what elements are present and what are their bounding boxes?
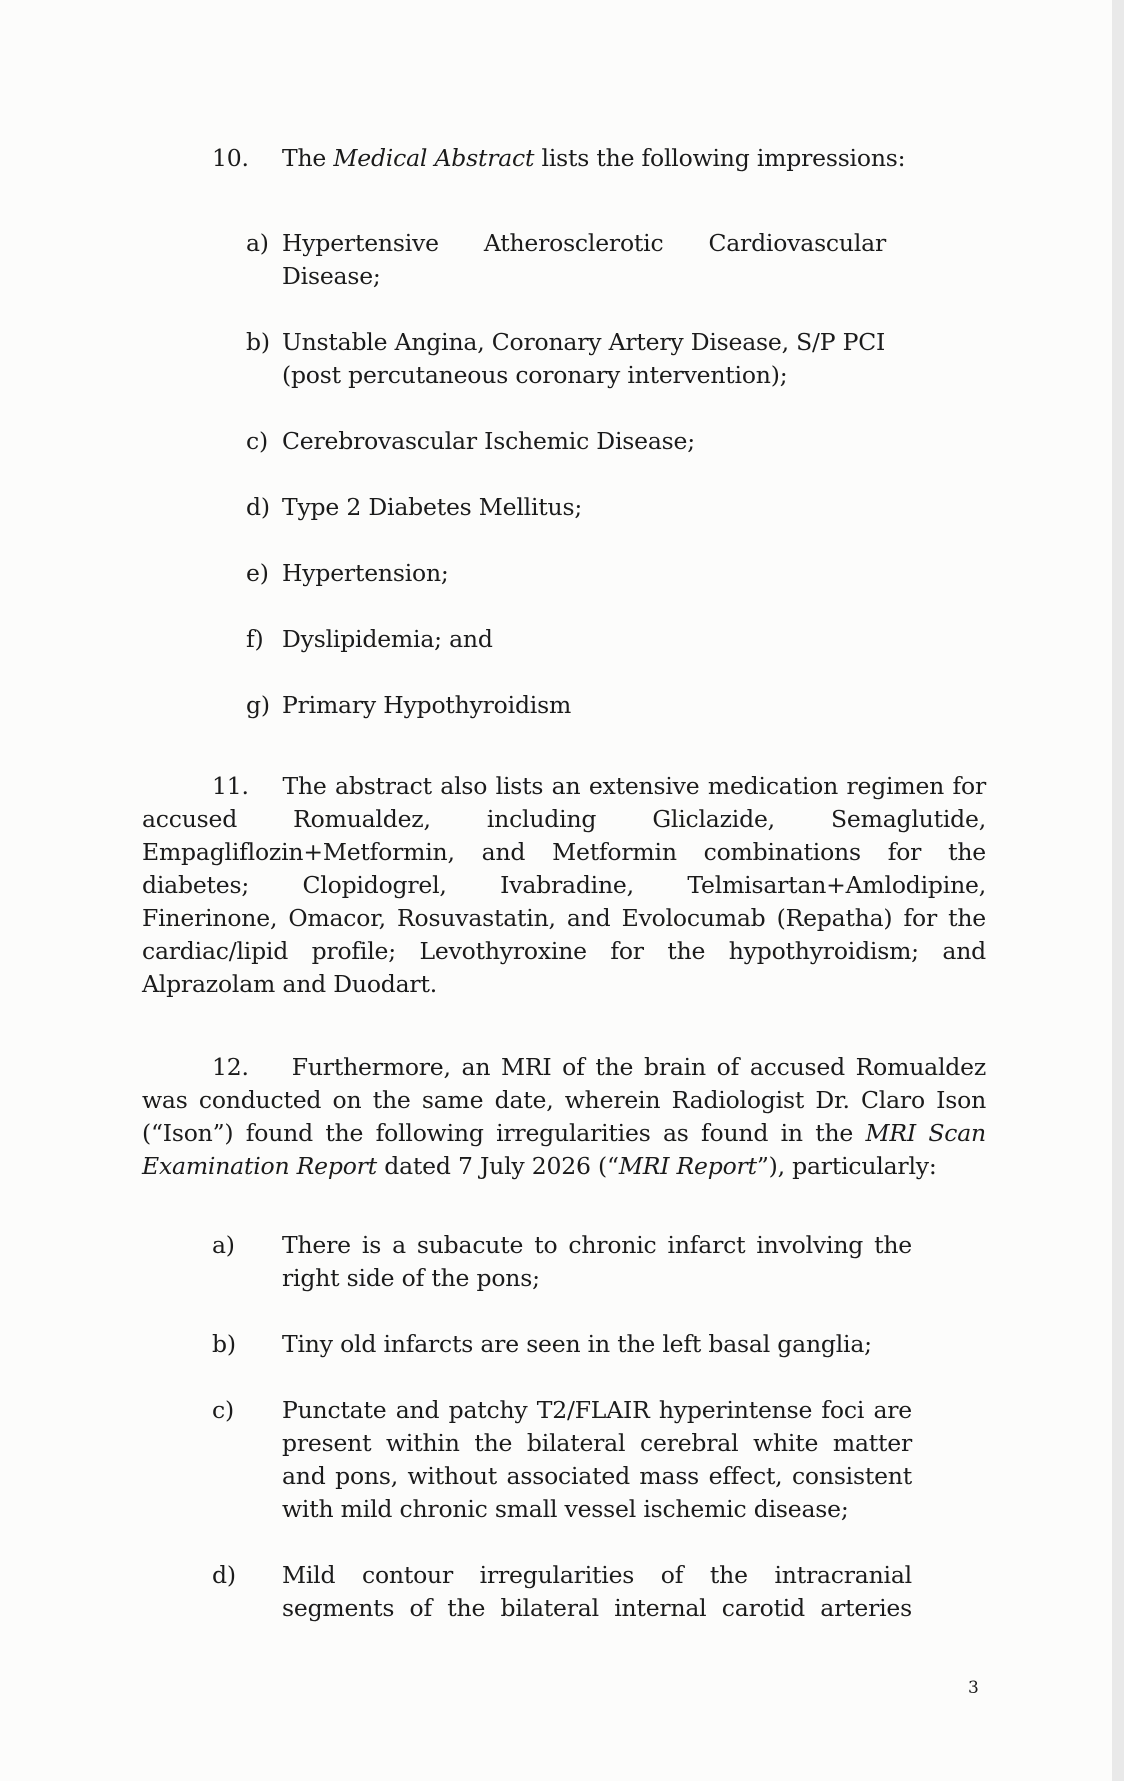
list-item-label: g) <box>246 691 270 719</box>
list-item <box>246 227 886 293</box>
list-item-text: Dyslipidemia; and <box>282 625 493 653</box>
list-item <box>246 689 886 722</box>
list-item-text: Tiny old infarcts are seen in the left basal ganglia; <box>282 1330 872 1358</box>
paragraph-text: The <box>282 144 334 172</box>
list-item <box>246 623 886 656</box>
list-item-label: b) <box>246 328 270 356</box>
paragraph-text: The abstract also lists an extensive medication regimen for accused Romualdez, including Gliclazide, Semaglutide, Empagliflozin+Metformin, and Metformin combinations for the diabetes; Clopidogrel, Ivabradine, Telmisartan+Amlodipine, Finerinone, Omacor, Rosuvastatin, and Evolocumab (Repatha) for the cardiac/lipid profile; Levothyroxine for the hypothyroidism; and Alprazolam and Duodart. <box>142 772 986 998</box>
list-item-text: Mild contour irregularities of the intracranial segments of the bilateral internal carotid arteries <box>282 1561 912 1622</box>
list-item-text: Primary Hypothyroidism <box>282 691 572 719</box>
list-item-label: c) <box>246 427 268 455</box>
paragraph-number: 10. <box>212 144 249 172</box>
list-item <box>246 425 886 458</box>
list-item-text: There is a subacute to chronic infarct involving the right side of the pons; <box>282 1231 912 1292</box>
list-item-label: f) <box>246 625 264 653</box>
list-item-label: e) <box>246 559 269 587</box>
list-item-text: Unstable Angina, Coronary Artery Disease, S/P PCI (post percutaneous coronary intervention); <box>282 328 886 389</box>
italic-term: MRI Report <box>618 1152 757 1180</box>
paragraph-number: 12. <box>212 1053 249 1081</box>
list-item <box>246 557 886 590</box>
list-item <box>212 1559 912 1625</box>
list-item-label: a) <box>246 229 269 257</box>
list-item-text: Hypertensive Atherosclerotic Cardiovascular Disease; <box>282 229 886 290</box>
mri-findings-list <box>212 1229 912 1658</box>
list-item-text: Punctate and patchy T2/FLAIR hyperintense foci are present within the bilateral cerebral white matter and pons, without associated mass effect, consistent with mild chronic small vessel ischemic disease; <box>282 1396 912 1523</box>
list-item <box>212 1229 912 1295</box>
list-item <box>212 1394 912 1526</box>
page-number: 3 <box>968 1678 979 1698</box>
paragraph-text: lists the following impressions: <box>534 144 906 172</box>
impressions-list <box>246 227 886 755</box>
list-item <box>246 326 886 392</box>
paragraph-11 <box>142 770 986 1001</box>
list-item-label: a) <box>212 1231 235 1259</box>
paragraph-text: Furthermore, an MRI of the brain of accused Romualdez was conducted on the same date, wherein Radiologist Dr. Claro Ison (“Ison”) found the following irregularities as found in the <box>142 1053 986 1147</box>
list-item-text: Type 2 Diabetes Mellitus; <box>282 493 583 521</box>
paragraph-text: dated 7 July 2026 (“ <box>376 1152 619 1180</box>
paragraph-12 <box>142 1051 986 1183</box>
paragraph-10 <box>212 142 1012 175</box>
italic-term: Medical Abstract <box>333 144 535 172</box>
list-item-label: b) <box>212 1330 236 1358</box>
list-item <box>246 491 886 524</box>
list-item-label: c) <box>212 1396 234 1424</box>
paragraph-text: ”), particularly: <box>756 1152 937 1180</box>
list-item-text: Cerebrovascular Ischemic Disease; <box>282 427 695 455</box>
list-item-label: d) <box>246 493 270 521</box>
page-edge <box>1112 0 1124 1781</box>
list-item-text: Hypertension; <box>282 559 449 587</box>
paragraph-number: 11. <box>212 772 249 800</box>
list-item <box>212 1328 912 1361</box>
italic-term: MRI Scan Examination Report <box>142 1119 986 1180</box>
list-item-label: d) <box>212 1561 236 1589</box>
